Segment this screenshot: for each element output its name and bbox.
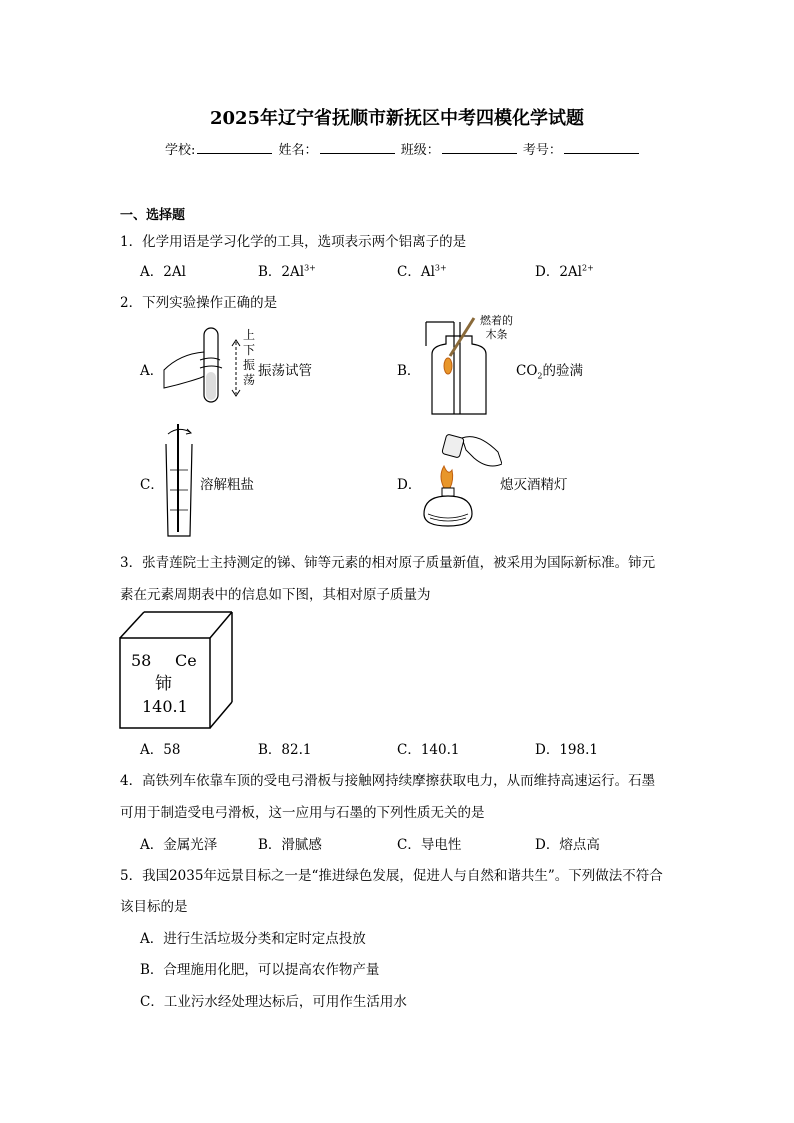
shake-direction-label: 上 下 振 荡 xyxy=(243,328,256,387)
page-title: 2025年辽宁省抚顺市新抚区中考四模化学试题 xyxy=(209,108,585,129)
q3-option-b: B．82.1 xyxy=(258,742,312,758)
element-name: 铈 xyxy=(155,674,172,694)
q3-option-a: A．58 xyxy=(140,742,181,758)
q4-option-a: A．金属光泽 xyxy=(140,837,218,853)
class-blank[interactable] xyxy=(442,141,517,154)
q5-option-b: B．合理施用化肥，可以提高农作物产量 xyxy=(140,962,380,978)
dissolve-salt-illustration xyxy=(160,420,200,542)
q1-option-b: B．$2Al^{3+}$ xyxy=(258,263,316,280)
q4-option-b: B．滑腻感 xyxy=(258,837,322,853)
exam-no-label: 考号： xyxy=(522,143,562,158)
q2-option-b-label: $CO_2$的验满 xyxy=(516,363,583,381)
q4-stem-line1: 4．高铁列车依靠车顶的受电弓滑板与接触网持续摩擦获取电力，从而维持高速运行。石墨 xyxy=(120,773,656,789)
q4-stem-line2: 可用于制造受电弓滑板，这一应用与石墨的下列性质无关的是 xyxy=(120,805,485,821)
burning-stick-label: 燃着的 木条 xyxy=(480,314,513,341)
element-atomic-mass: 140.1 xyxy=(142,697,188,716)
q2-option-c-letter: C． xyxy=(140,477,164,493)
q3-option-c: C．140.1 xyxy=(397,742,460,758)
q1-option-a: A．2Al xyxy=(140,264,186,280)
q5-stem-line1: 5．我国2035年远景目标之一是“推进绿色发展，促进人与自然和谐共生”。下列做法不符合 xyxy=(120,868,663,884)
q3-stem-line1: 3．张青莲院士主持测定的锑、铈等元素的相对原子质量新值，被采用为国际新标准。铈元 xyxy=(120,555,656,571)
student-info-line xyxy=(165,139,641,158)
q1-option-d: D．$2Al^{2+}$ xyxy=(535,263,594,280)
q4-option-d: D．熔点高 xyxy=(535,837,600,853)
q3-option-d: D．198.1 xyxy=(535,742,598,758)
q2-option-a-label: 振荡试管 xyxy=(258,363,312,379)
school-label: 学校: xyxy=(165,143,196,158)
q1-stem: 1．化学用语是学习化学的工具，选项表示两个铝离子的是 xyxy=(120,234,467,250)
q2-option-a-letter: A． xyxy=(140,363,164,379)
name-label: 姓名： xyxy=(278,143,318,158)
element-atomic-number: 58 xyxy=(131,651,152,670)
school-blank[interactable] xyxy=(197,141,272,154)
class-label: 班级： xyxy=(400,143,440,158)
q1-option-c: C．$Al^{3+}$ xyxy=(397,263,447,280)
name-blank[interactable] xyxy=(320,141,395,154)
section-heading: 一、选择题 xyxy=(120,208,186,223)
q5-option-c: C．工业污水经处理达标后，可用作生活用水 xyxy=(140,994,407,1010)
q2-option-d-label: 熄灭酒精灯 xyxy=(500,477,568,493)
q4-option-c: C．导电性 xyxy=(397,837,462,853)
element-symbol: Ce xyxy=(175,651,197,670)
exam-no-blank[interactable] xyxy=(564,141,639,154)
q2-option-c-label: 溶解粗盐 xyxy=(200,477,254,493)
q2-stem: 2．下列实验操作正确的是 xyxy=(120,295,278,311)
q5-option-a: A．进行生活垃圾分类和定时定点投放 xyxy=(140,931,366,947)
q5-stem-line2: 该目标的是 xyxy=(120,899,188,915)
q3-stem-line2: 素在元素周期表中的信息如下图，其相对原子质量为 xyxy=(120,587,431,603)
q2-option-d-letter: D． xyxy=(397,477,422,493)
q2-option-b-letter: B． xyxy=(397,363,421,379)
alcohol-lamp-illustration xyxy=(418,430,502,530)
